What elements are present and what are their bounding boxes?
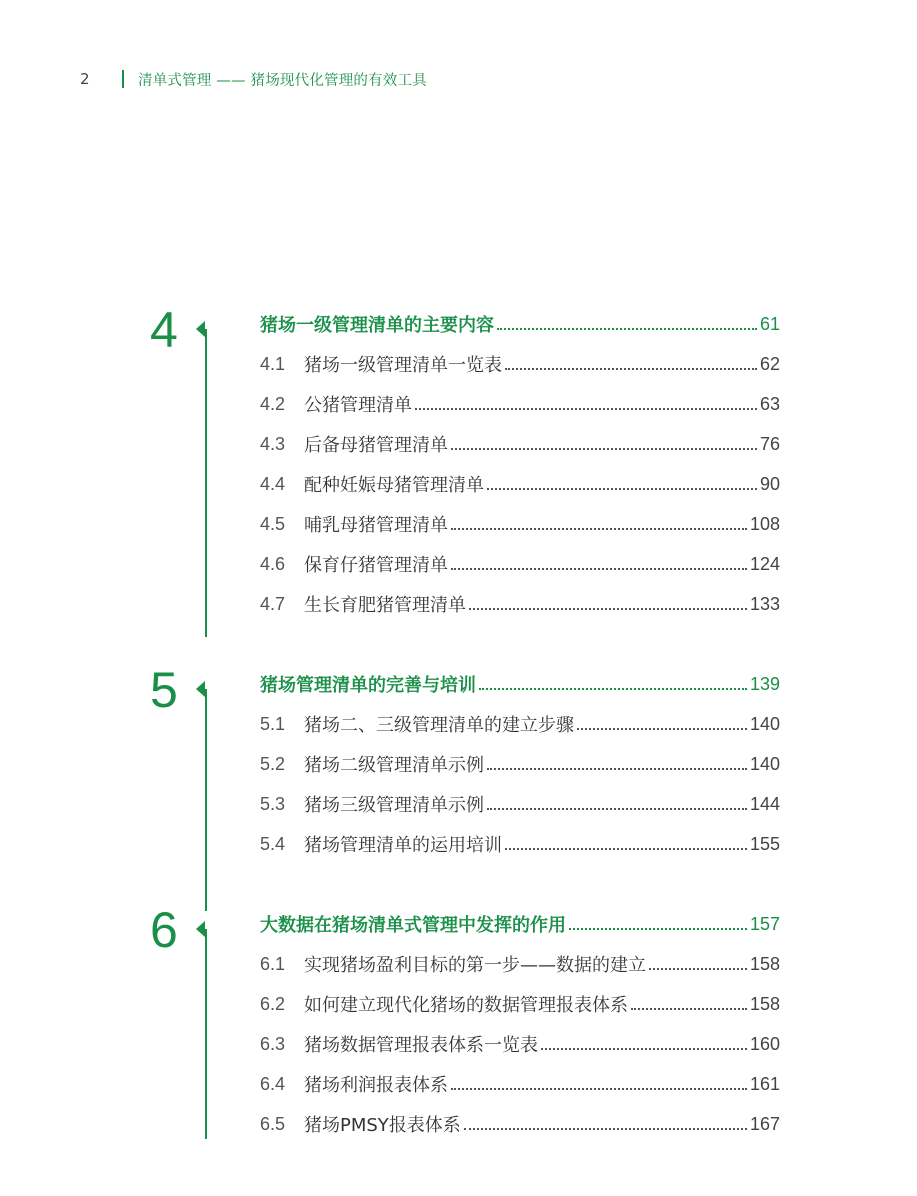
- toc-chapter-heading[interactable]: [260, 310, 780, 338]
- dot-leader: [487, 808, 747, 810]
- chapter-rule: [205, 329, 207, 637]
- page-ref: 133: [749, 593, 780, 614]
- section-title: 实现猪场盈利目标的第一步——数据的建立: [304, 955, 646, 976]
- page-ref: 139: [749, 673, 780, 694]
- dot-leader: [464, 1128, 747, 1130]
- section-title: 猪场一级管理清单一览表: [304, 355, 502, 376]
- dot-leader: [451, 1088, 747, 1090]
- toc-entry[interactable]: [260, 1070, 780, 1098]
- page-ref: 158: [749, 953, 780, 974]
- toc-chapter-heading[interactable]: [260, 910, 780, 938]
- page-ref: 140: [749, 713, 780, 734]
- section-number: 6.3: [260, 1033, 286, 1054]
- dot-leader: [649, 968, 747, 970]
- section-title: 猪场管理清单的运用培训: [304, 835, 502, 856]
- page-ref: 158: [749, 993, 780, 1014]
- toc-entry[interactable]: [260, 1030, 780, 1058]
- page-ref: 160: [749, 1033, 780, 1054]
- chapter-number: 5: [150, 662, 178, 718]
- page-ref: 62: [759, 353, 780, 374]
- toc-entry[interactable]: [260, 550, 780, 578]
- section-number: 4.6: [260, 553, 286, 574]
- dot-leader: [451, 568, 747, 570]
- toc-entry[interactable]: [260, 390, 780, 418]
- section-number: 6.2: [260, 993, 286, 1014]
- page-ref: 144: [749, 793, 780, 814]
- dot-leader: [505, 368, 757, 370]
- section-number: 4.4: [260, 473, 286, 494]
- toc-entry[interactable]: [260, 790, 780, 818]
- section-title: 猪场利润报表体系: [304, 1075, 448, 1096]
- page-ref: 157: [749, 913, 780, 934]
- section-title: 哺乳母猪管理清单: [304, 515, 448, 536]
- toc-entry[interactable]: [260, 350, 780, 378]
- page-number: 2: [80, 70, 90, 88]
- toc-entry[interactable]: [260, 710, 780, 738]
- dot-leader: [541, 1048, 747, 1050]
- chapter-marker-icon: [196, 321, 205, 337]
- section-title: 如何建立现代化猪场的数据管理报表体系: [304, 995, 628, 1016]
- section-number: 5.1: [260, 713, 286, 734]
- page-ref: 124: [749, 553, 780, 574]
- section-number: 6.4: [260, 1073, 286, 1094]
- dot-leader: [415, 408, 757, 410]
- page-ref: 167: [749, 1113, 780, 1134]
- chapter-title: 大数据在猪场清单式管理中发挥的作用: [260, 915, 566, 936]
- toc-entry[interactable]: [260, 510, 780, 538]
- page-ref: 108: [749, 513, 780, 534]
- toc-entry[interactable]: [260, 590, 780, 618]
- dot-leader: [577, 728, 747, 730]
- page-ref: 63: [759, 393, 780, 414]
- section-title: 猪场PMSY报表体系: [304, 1115, 461, 1136]
- section-number: 6.1: [260, 953, 286, 974]
- page-ref: 161: [749, 1073, 780, 1094]
- section-title: 猪场三级管理清单示例: [304, 795, 484, 816]
- section-number: 4.5: [260, 513, 286, 534]
- dot-leader: [487, 768, 747, 770]
- toc-entry[interactable]: [260, 830, 780, 858]
- section-title: 保育仔猪管理清单: [304, 555, 448, 576]
- dot-leader: [479, 688, 747, 690]
- section-title: 生长育肥猪管理清单: [304, 595, 466, 616]
- dot-leader: [505, 848, 747, 850]
- page-ref: 61: [759, 313, 780, 334]
- section-number: 6.5: [260, 1113, 286, 1134]
- dot-leader: [451, 528, 747, 530]
- toc-entry[interactable]: [260, 470, 780, 498]
- section-title: 后备母猪管理清单: [304, 435, 448, 456]
- dot-leader: [631, 1008, 747, 1010]
- page-ref: 155: [749, 833, 780, 854]
- page-ref: 90: [759, 473, 780, 494]
- chapter-number: 4: [150, 302, 178, 358]
- section-number: 5.3: [260, 793, 286, 814]
- header-divider: [122, 70, 124, 88]
- toc-entry[interactable]: [260, 950, 780, 978]
- section-number: 4.7: [260, 593, 286, 614]
- page-ref: 76: [759, 433, 780, 454]
- chapter-marker-icon: [196, 681, 205, 697]
- toc-chapter-heading[interactable]: [260, 670, 780, 698]
- chapter-number: 6: [150, 902, 178, 958]
- section-number: 4.1: [260, 353, 286, 374]
- section-number: 5.2: [260, 753, 286, 774]
- section-title: 公猪管理清单: [304, 395, 412, 416]
- dot-leader: [487, 488, 757, 490]
- toc-entry[interactable]: [260, 430, 780, 458]
- page-ref: 140: [749, 753, 780, 774]
- section-title: 配种妊娠母猪管理清单: [304, 475, 484, 496]
- section-number: 5.4: [260, 833, 286, 854]
- section-title: 猪场二级管理清单示例: [304, 755, 484, 776]
- chapter-title: 猪场一级管理清单的主要内容: [260, 315, 494, 336]
- toc-entry[interactable]: [260, 750, 780, 778]
- section-number: 4.3: [260, 433, 286, 454]
- section-title: 猪场数据管理报表体系一览表: [304, 1035, 538, 1056]
- dot-leader: [569, 928, 747, 930]
- dot-leader: [497, 328, 757, 330]
- dot-leader: [469, 608, 747, 610]
- section-number: 4.2: [260, 393, 286, 414]
- book-title: 清单式管理 —— 猪场现代化管理的有效工具: [138, 72, 427, 89]
- chapter-rule: [205, 929, 207, 1139]
- section-title: 猪场二、三级管理清单的建立步骤: [304, 715, 574, 736]
- running-header: [80, 66, 427, 92]
- chapter-marker-icon: [196, 921, 205, 937]
- dot-leader: [451, 448, 757, 450]
- toc-entry[interactable]: [260, 990, 780, 1018]
- chapter-title: 猪场管理清单的完善与培训: [260, 675, 476, 696]
- chapter-rule: [205, 689, 207, 911]
- toc-entry[interactable]: [260, 1110, 780, 1138]
